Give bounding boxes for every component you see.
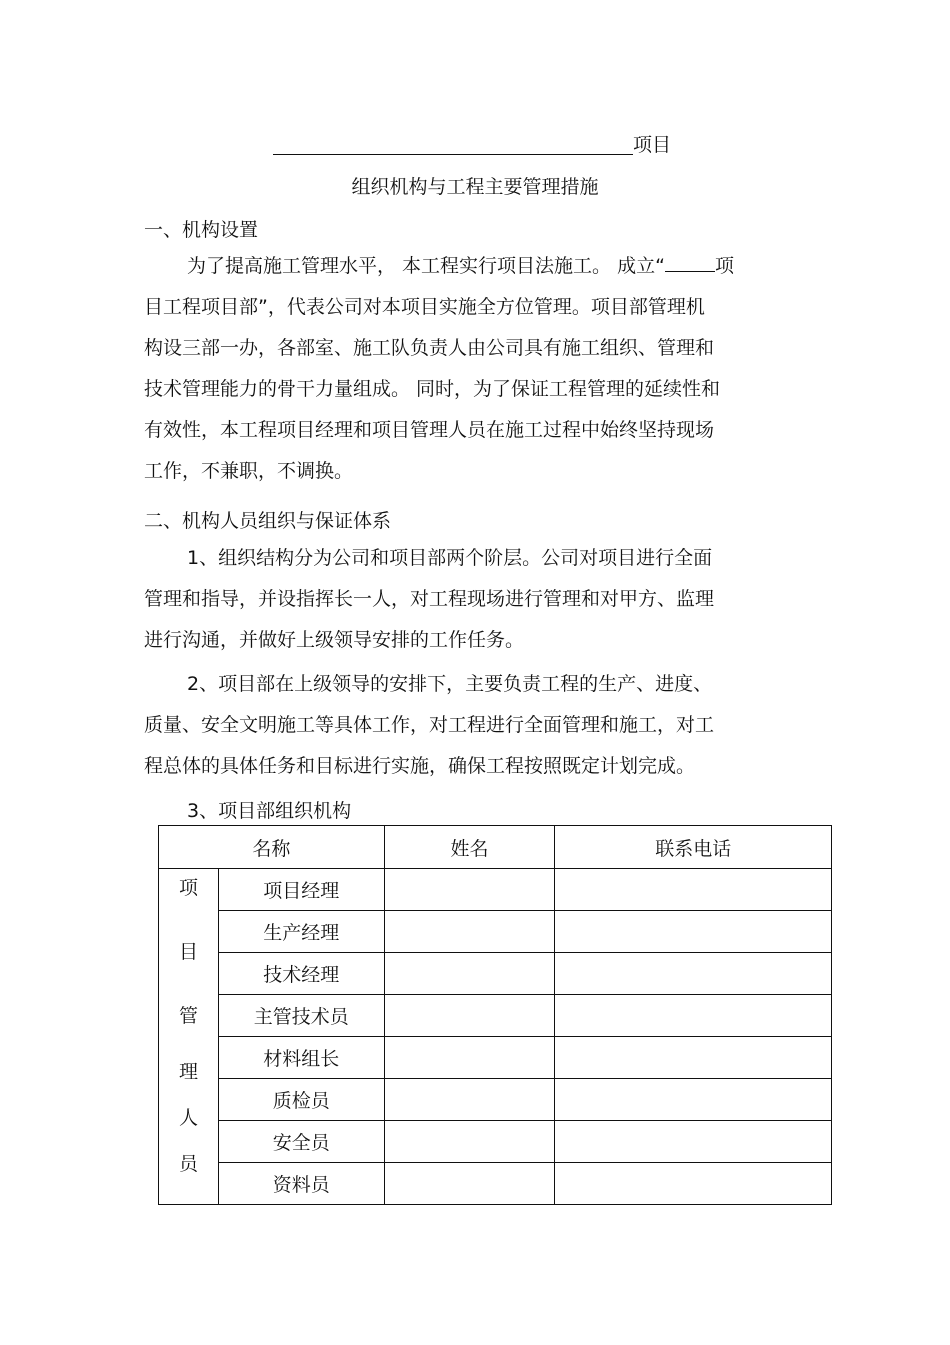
project-name-blank	[273, 128, 633, 155]
table-row	[159, 1121, 832, 1163]
org-table-heading: 3、项目部组织机构	[187, 800, 352, 822]
table-row	[159, 953, 832, 995]
phone-cell[interactable]	[555, 1163, 832, 1205]
section1-paragraph	[144, 246, 804, 492]
section2-p2-line-1: 2、项目部在上级领导的安排下，主要负责工程的生产、进度、	[187, 673, 713, 695]
table-row	[159, 869, 832, 911]
table-row	[159, 911, 832, 953]
person-cell[interactable]	[384, 911, 555, 953]
section2-p2-line-3: 程总体的具体任务和目标进行实施，确保工程按照既定计划完成。	[144, 755, 696, 777]
person-cell[interactable]	[384, 1037, 555, 1079]
section1-line-3: 构设三部一办，各部室、施工队负责人由公司具有施工组织、管理和	[144, 337, 715, 359]
document-subtitle: 组织机构与工程主要管理措施	[351, 176, 599, 198]
section1-line-1	[144, 246, 804, 287]
section2-paragraph-2	[144, 664, 804, 787]
role-cell: 项目经理	[218, 869, 384, 911]
group-label-cell	[159, 869, 219, 1205]
group-label-char: 人	[178, 1107, 198, 1129]
role-cell: 技术经理	[218, 953, 384, 995]
person-cell[interactable]	[384, 1079, 555, 1121]
section1-line-2: 目工程项目部”，代表公司对本项目实施全方位管理。项目部管理机	[144, 296, 705, 318]
section2-p1-line-1: 1、组织结构分为公司和项目部两个阶层。公司对项目进行全面	[187, 547, 713, 569]
group-label-char: 目	[178, 941, 198, 963]
group-label-char: 项	[178, 877, 198, 899]
person-cell[interactable]	[384, 1121, 555, 1163]
table-row	[159, 995, 832, 1037]
header-phone: 联系电话	[555, 826, 832, 869]
section2-p2-line-2: 质量、安全文明施工等具体工作，对工程进行全面管理和施工，对工	[144, 714, 715, 736]
phone-cell[interactable]	[555, 1079, 832, 1121]
header-person: 姓名	[384, 826, 555, 869]
section1-heading: 一、机构设置	[144, 219, 259, 241]
role-cell: 主管技术员	[218, 995, 384, 1037]
section1-line-5: 有效性，本工程项目经理和项目管理人员在施工过程中始终坚持现场	[144, 419, 715, 441]
blank-underline	[665, 271, 715, 272]
section1-line-1-text: 为了提高施工管理水平， 本工程实行项目法施工。 成立“	[187, 255, 665, 277]
phone-cell[interactable]	[555, 869, 832, 911]
phone-cell[interactable]	[555, 995, 832, 1037]
section2-p1-line-2: 管理和指导，并设指挥长一人，对工程现场进行管理和对甲方、监理	[144, 588, 715, 610]
section1-line-1-end: 项	[714, 255, 734, 277]
group-label-char: 管	[178, 1005, 198, 1027]
section1-line-4: 技术管理能力的骨干力量组成。 同时，为了保证工程管理的延续性和	[144, 378, 721, 400]
header-name: 名称	[159, 826, 385, 869]
section1-line-6: 工作，不兼职，不调换。	[144, 460, 354, 482]
table-row	[159, 1079, 832, 1121]
table-header-row	[159, 826, 832, 869]
phone-cell[interactable]	[555, 1121, 832, 1163]
person-cell[interactable]	[384, 953, 555, 995]
group-label-char: 理	[178, 1061, 198, 1083]
section2-heading: 二、机构人员组织与保证体系	[144, 510, 392, 532]
title-suffix: 项目	[633, 134, 672, 156]
phone-cell[interactable]	[555, 1037, 832, 1079]
role-cell: 材料组长	[218, 1037, 384, 1079]
role-cell: 生产经理	[218, 911, 384, 953]
role-cell: 安全员	[218, 1121, 384, 1163]
org-structure-table	[158, 825, 832, 1205]
role-cell: 资料员	[218, 1163, 384, 1205]
person-cell[interactable]	[384, 869, 555, 911]
person-cell[interactable]	[384, 1163, 555, 1205]
group-label-char: 员	[178, 1153, 198, 1175]
role-cell: 质检员	[218, 1079, 384, 1121]
section2-paragraph-1	[144, 538, 804, 661]
section2-p1-line-3: 进行沟通，并做好上级领导安排的工作任务。	[144, 629, 525, 651]
phone-cell[interactable]	[555, 911, 832, 953]
person-cell[interactable]	[384, 995, 555, 1037]
table-row	[159, 1163, 832, 1205]
phone-cell[interactable]	[555, 953, 832, 995]
table-row	[159, 1037, 832, 1079]
